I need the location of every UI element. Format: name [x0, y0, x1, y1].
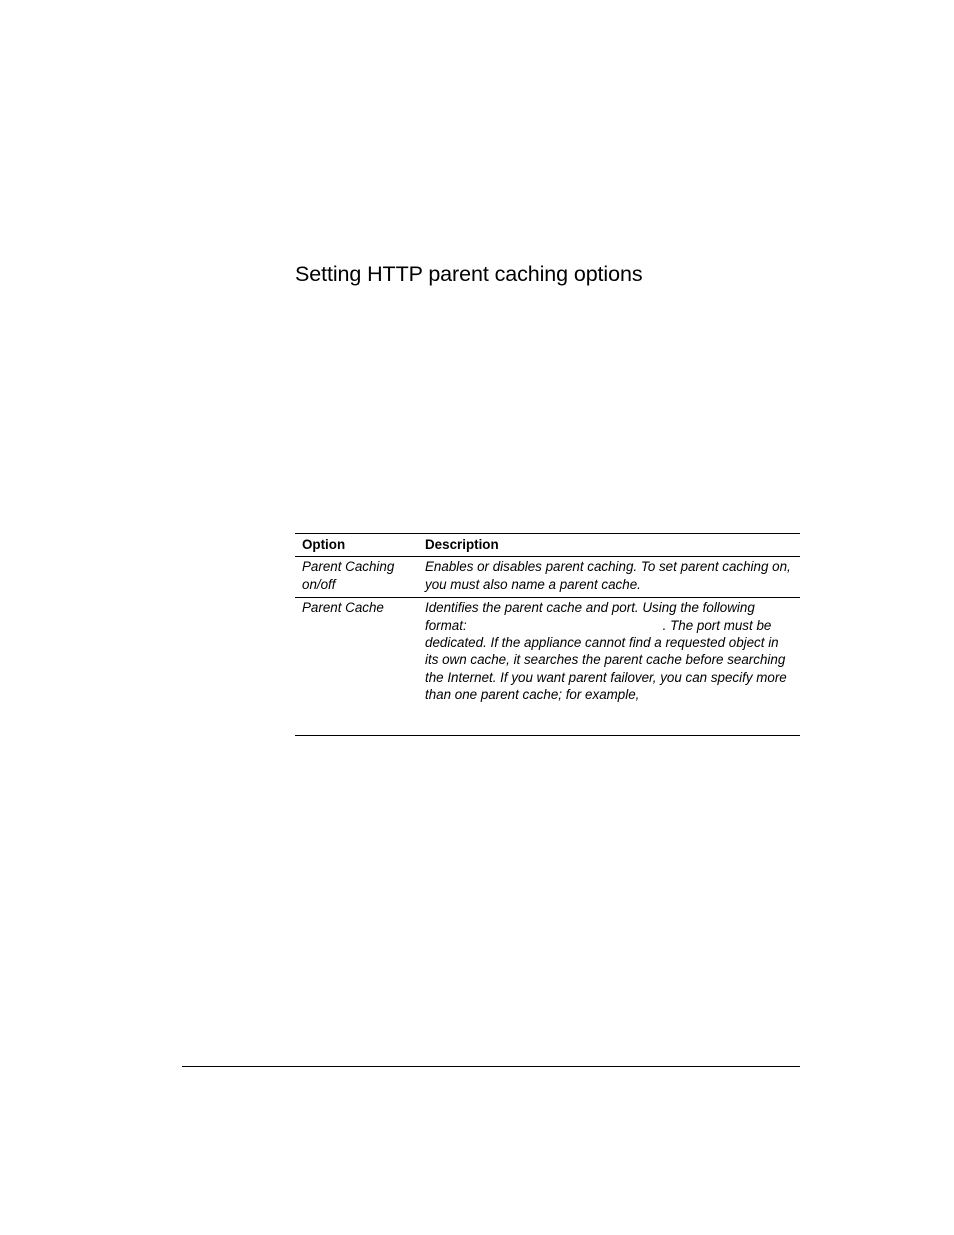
column-header-description: Description: [425, 537, 499, 552]
footer-rule: [182, 1066, 800, 1067]
table-row: [295, 598, 800, 735]
option-name: Parent Cache: [302, 600, 384, 616]
table-row: [295, 557, 800, 598]
section-title: Setting HTTP parent caching options: [295, 262, 643, 286]
option-name: Parent Caching on/off: [302, 559, 395, 592]
description-text-part1: Identifies the parent cache and port. Using the following format:: [425, 600, 755, 633]
column-header-option: Option: [302, 537, 346, 552]
table-header-row: [295, 534, 800, 557]
description-text-part2: . The port must be dedicated. If the appliance cannot find a requested object in its own cache, it searches the parent cache before searching the Internet. If you want parent failover, you can specify more than one parent cache; for example,: [425, 617, 787, 703]
option-description: Enables or disables parent caching. To set parent caching on, you must also name a parent cache.: [425, 559, 791, 592]
options-table: [295, 533, 800, 736]
option-description: [425, 598, 800, 735]
